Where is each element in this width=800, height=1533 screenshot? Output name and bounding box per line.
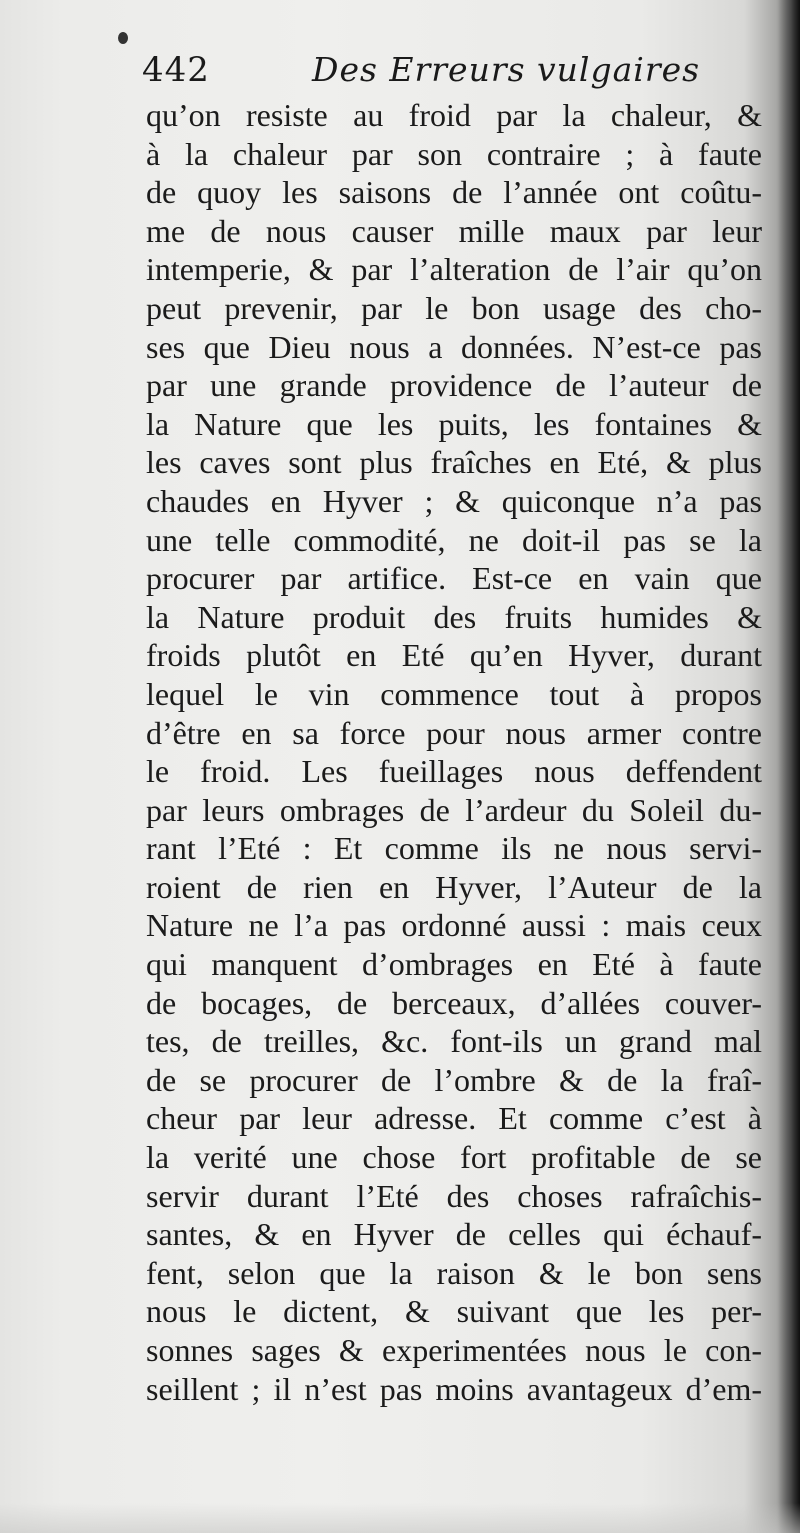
- text-line: Nature ne l’a pas ordonné aussi : mais ceux: [146, 907, 762, 944]
- text-line: me de nous causer mille maux par leur: [146, 212, 762, 249]
- text-line: chaudes en Hyver ; & quiconque n’a pas: [146, 482, 762, 519]
- text-line: les caves sont plus fraîches en Eté, & plus: [146, 444, 762, 481]
- text-line: rant l’Eté : Et comme ils ne nous servi-: [146, 830, 762, 867]
- text-line: une telle commodité, ne doit-il pas se la: [146, 521, 762, 558]
- text-line: santes, & en Hyver de celles qui échauf-: [146, 1216, 762, 1253]
- text-line: qui manquent d’ombrages en Eté à faute: [146, 946, 762, 983]
- text-line: cheur par leur adresse. Et comme c’est à: [146, 1100, 762, 1137]
- text-line: de se procurer de l’ombre & de la fraî-: [146, 1061, 762, 1098]
- text-line: d’être en sa force pour nous armer contre: [146, 714, 762, 751]
- text-line: à la chaleur par son contraire ; à faute: [146, 135, 762, 172]
- text-line: seillent ; il n’est pas moins avantageux d’em-: [146, 1370, 762, 1407]
- text-line: froids plutôt en Eté qu’en Hyver, durant: [146, 637, 762, 674]
- text-line: la Nature que les puits, les fontaines &: [146, 405, 762, 442]
- text-line: qu’on resiste au froid par la chaleur, &: [146, 97, 762, 133]
- text-line: par leurs ombrages de l’ardeur du Soleil du-: [146, 791, 762, 828]
- text-line: par une grande providence de l’auteur de: [146, 367, 762, 404]
- text-line: procurer par artifice. Est-ce en vain que: [146, 560, 762, 597]
- text-line: lequel le vin commence tout à propos: [146, 675, 762, 712]
- page-number: 442: [142, 50, 210, 90]
- text-line: tes, de treilles, &c. font-ils un grand mal: [146, 1023, 762, 1060]
- text-line: le froid. Les fueillages nous deffendent: [146, 753, 762, 790]
- page-edge: [0, 1503, 800, 1533]
- text-line: de bocages, de berceaux, d’allées couver-: [146, 984, 762, 1021]
- text-line: la Nature produit des fruits humides &: [146, 598, 762, 635]
- text-line: sonnes sages & experimentées nous le con-: [146, 1332, 762, 1368]
- text-line: nous le dictent, & suivant que les per-: [146, 1293, 762, 1330]
- binding-shadow: [778, 0, 800, 1533]
- ink-blot: [118, 32, 128, 44]
- text-line: servir durant l’Eté des choses rafraîchis-: [146, 1177, 762, 1214]
- running-head: [142, 46, 762, 94]
- text-line: ses que Dieu nous a données. N’est-ce pas: [146, 328, 762, 365]
- text-line: la verité une chose fort profitable de se: [146, 1139, 762, 1176]
- running-title: Des Erreurs vulgaires: [312, 50, 701, 89]
- body-text: [146, 96, 762, 1408]
- text-line: peut prevenir, par le bon usage des cho-: [146, 289, 762, 326]
- text-line: de quoy les saisons de l’année ont coûtu-: [146, 174, 762, 211]
- text-line: roient de rien en Hyver, l’Auteur de la: [146, 868, 762, 905]
- text-line: intemperie, & par l’alteration de l’air qu’on: [146, 251, 762, 288]
- text-line: fent, selon que la raison & le bon sens: [146, 1254, 762, 1291]
